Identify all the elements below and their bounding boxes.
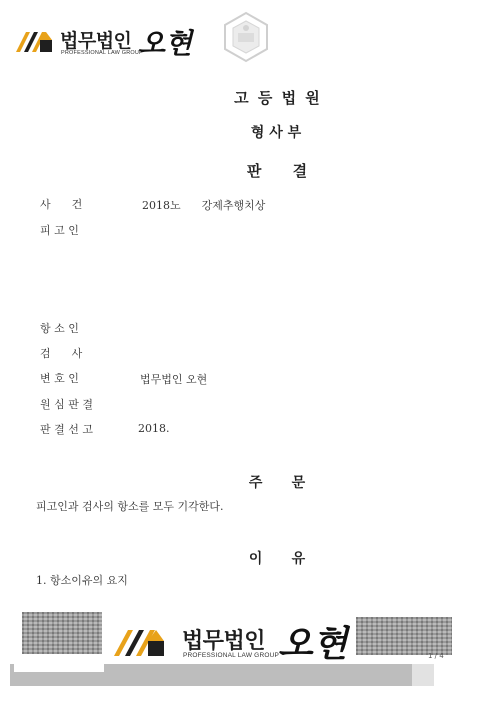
original-judgment-label: 원 심 판 결 bbox=[40, 398, 93, 411]
firm-script-logo: 오현 bbox=[138, 27, 193, 60]
firm-logo-footer-icon bbox=[112, 622, 168, 658]
sentencing-date-value: 2018. bbox=[138, 422, 170, 435]
court-name: 고 등 법 원 bbox=[234, 89, 322, 107]
footer-firm-name: 법무법인 bbox=[182, 629, 266, 654]
footer-band-right bbox=[412, 664, 434, 686]
footer-firm-script: 오현 bbox=[278, 624, 348, 665]
reasons-item-1: 1. 항소이유의 요지 bbox=[36, 574, 128, 587]
firm-name: 법무법인 bbox=[60, 30, 132, 52]
firm-logo-footer bbox=[110, 612, 350, 665]
firm-logo-icon bbox=[14, 26, 56, 54]
reasons-title: 이 유 bbox=[248, 551, 306, 567]
case-value: 2018노 강제추행치상 bbox=[142, 199, 266, 212]
sentencing-date-label: 판 결 선 고 bbox=[40, 423, 93, 436]
firm-logo-header bbox=[14, 22, 204, 62]
firm-tagline: PROFESSIONAL LAW GROUP bbox=[61, 50, 143, 56]
counsel-value: 법무법인 오현 bbox=[140, 373, 208, 386]
court-division: 형 사 부 bbox=[250, 125, 302, 141]
prosecutor-label: 검 사 bbox=[40, 347, 83, 360]
case-label: 사 건 bbox=[40, 198, 83, 211]
document-type: 판 결 bbox=[246, 162, 308, 180]
court-emblem-icon bbox=[221, 11, 271, 63]
footer-white-block bbox=[14, 652, 104, 672]
redacted-block-right bbox=[356, 617, 452, 655]
redacted-block-left bbox=[22, 612, 102, 654]
order-title: 주 문 bbox=[248, 475, 306, 491]
order-text: 피고인과 검사의 항소를 모두 기각한다. bbox=[36, 500, 224, 513]
appellant-label: 항 소 인 bbox=[40, 322, 79, 335]
defendant-label: 피 고 인 bbox=[40, 224, 79, 237]
footer-firm-tagline: PROFESSIONAL LAW GROUP bbox=[183, 652, 280, 659]
counsel-label: 변 호 인 bbox=[40, 372, 79, 385]
page-number: 1 / 4 bbox=[428, 652, 444, 660]
